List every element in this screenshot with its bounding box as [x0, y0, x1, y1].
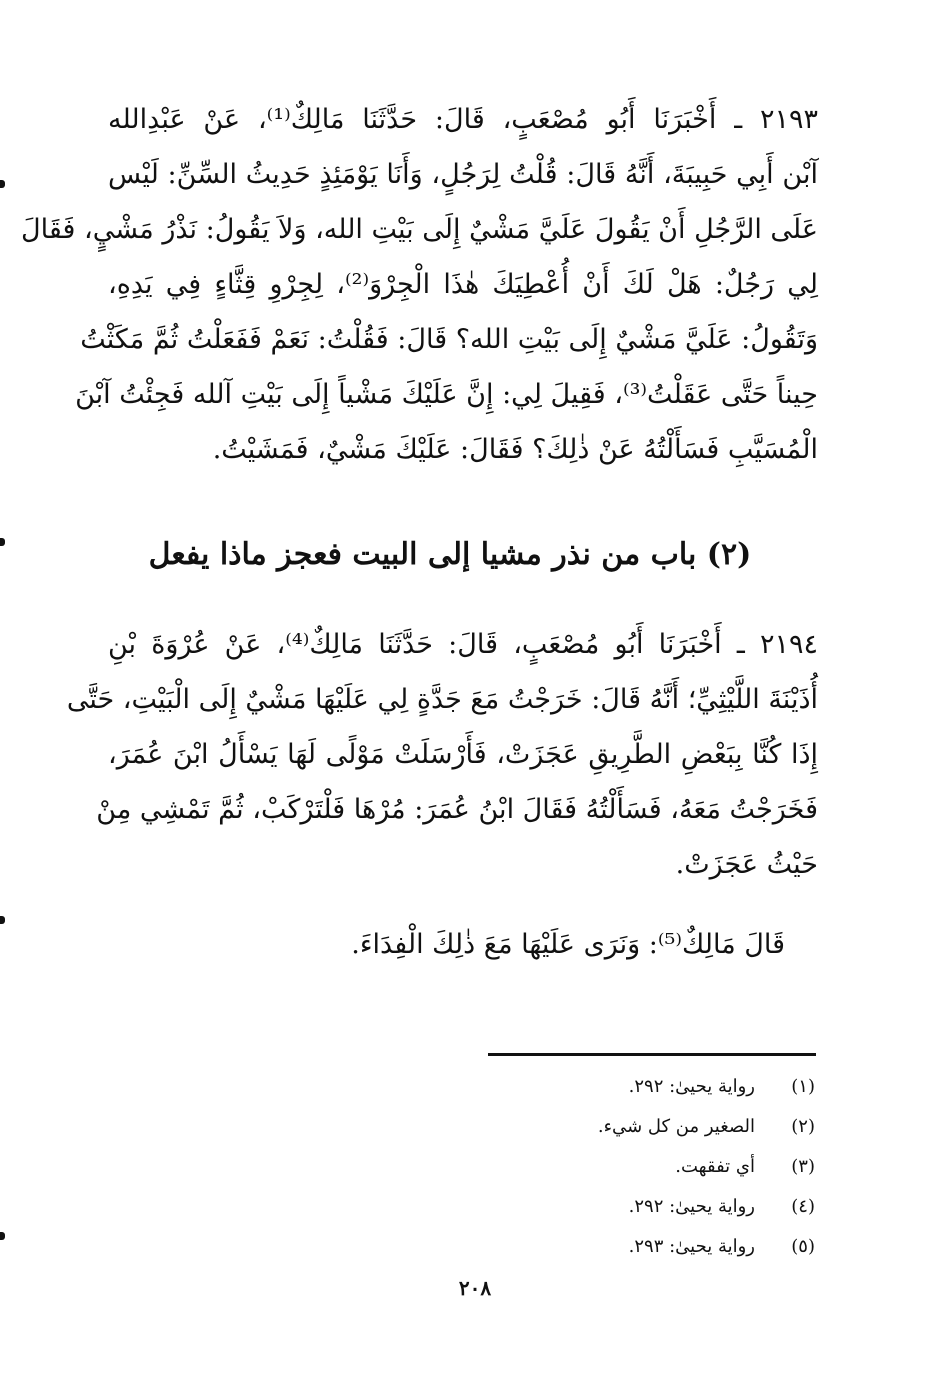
hadith-line: ٢١٩٣ ـ أَخْبَرَنَا أَبُو مُصْعَبٍ، قَالَ: حَدَّثَنَا مَالِكٌ⁽¹⁾، عَنْ عَبْدِالله	[108, 104, 818, 135]
footnote	[380, 1074, 815, 1102]
hadith-line: حِيناً حَتَّى عَقَلْتُ⁽³⁾، فَقِيلَ لِي: إِنَّ عَلَيْكَ مَشْياً إِلَى بَيْتِ آلله فَجِئْتُ آبْنَ	[75, 379, 818, 410]
scan-edge-mark	[0, 916, 5, 924]
page-number: ٢٠٨	[458, 1276, 492, 1300]
footnote-number: (٤)	[791, 1196, 815, 1217]
footnote-text: أي تفقهت.	[675, 1156, 755, 1177]
footnote	[380, 1234, 815, 1262]
footnote-number: (٢)	[791, 1116, 815, 1137]
scan-edge-mark	[0, 1232, 5, 1240]
malik-statement: قَالَ مَالِكٌ⁽⁵⁾: وَنَرَى عَلَيْهَا مَعَ ذٰلِكَ الْفِدَاءَ.	[351, 929, 785, 960]
hadith-line: وَتَقُولُ: عَلَيَّ مَشْيٌ إِلَى بَيْتِ الله؟ قَالَ: فَقُلْتُ: نَعَمْ فَفَعَلْتُ ثُمَّ مَكَثْتُ	[80, 324, 818, 355]
hadith-line: إِذَا كُنَّا بِبَعْضِ الطَّرِيقِ عَجَزَتْ، فَأَرْسَلَتْ مَوْلًى لَهَا يَسْأَلُ ابْنَ عُمَرَ،	[108, 739, 818, 770]
hadith-line: عَلَى الرَّجُلِ أَنْ يَقُولَ عَلَيَّ مَشْيٌ إِلَى بَيْتِ الله، وَلاَ يَقُولُ: نَذْرُ مَشْيٍ، فَقَالَ	[20, 214, 818, 245]
footnote-text: رواية يحيىٰ: ٢٩٢.	[628, 1076, 755, 1097]
footnote	[380, 1194, 815, 1222]
hadith-line: آبْن أَبِي حَبِيبَةَ، أَنَّهُ قَالَ: قُلْتُ لِرَجُلٍ، وَأَنَا يَوْمَئِذٍ حَدِيثُ السِّنِّ: لَيْس	[108, 159, 818, 190]
scan-edge-mark	[0, 538, 5, 546]
hadith-line: الْمُسَيَّبِ فَسَأَلْتُهُ عَنْ ذٰلِكَ؟ فَقَالَ: عَلَيْكَ مَشْيٌ، فَمَشَيْتُ.	[212, 434, 818, 465]
footnote-text: رواية يحيىٰ: ٢٩٣.	[628, 1236, 755, 1257]
scan-edge-mark	[0, 180, 5, 188]
hadith-line: لِي رَجُلٌ: هَلْ لَكَ أَنْ أُعْطِيَكَ هٰذَا الْجِرْوَ⁽²⁾، لِجِرْوِ قِثَّاءٍ فِي يَدِهِ،	[108, 269, 819, 300]
hadith-line: ٢١٩٤ ـ أَخْبَرَنَا أَبُو مُصْعَبٍ، قَالَ: حَدَّثَنَا مَالِكٌ⁽⁴⁾، عَنْ عُرْوَةَ بْنِ	[108, 629, 818, 660]
hadith-line: أُذَيْنَةَ اللَّيْثِيِّ؛ أَنَّهُ قَالَ: خَرَجْتُ مَعَ جَدَّةٍ لِي عَلَيْهَا مَشْيٌ إِلَى الْبَيْتِ، حَتَّى	[66, 684, 818, 715]
footnote-separator	[488, 1053, 816, 1056]
footnote-text: رواية يحيىٰ: ٢٩٢.	[628, 1196, 755, 1217]
hadith-line: فَخَرَجْتُ مَعَهُ، فَسَأَلْتُهُ فَقَالَ ابْنُ عُمَرَ: مُرْهَا فَلْتَرْكَبْ، ثُمَّ تَمْشِي مِنْ	[96, 794, 818, 825]
footnote	[380, 1114, 815, 1142]
footnote-number: (١)	[791, 1076, 815, 1097]
footnote-number: (٣)	[791, 1156, 815, 1177]
footnote	[380, 1154, 815, 1182]
chapter-heading: (٢) باب من نذر مشيا إلى البيت فعجز ماذا يفعل	[148, 537, 752, 572]
hadith-line: حَيْثُ عَجَزَتْ.	[675, 849, 818, 880]
footnote-text: الصغير من كل شيء.	[597, 1116, 755, 1137]
footnote-number: (٥)	[791, 1236, 815, 1257]
